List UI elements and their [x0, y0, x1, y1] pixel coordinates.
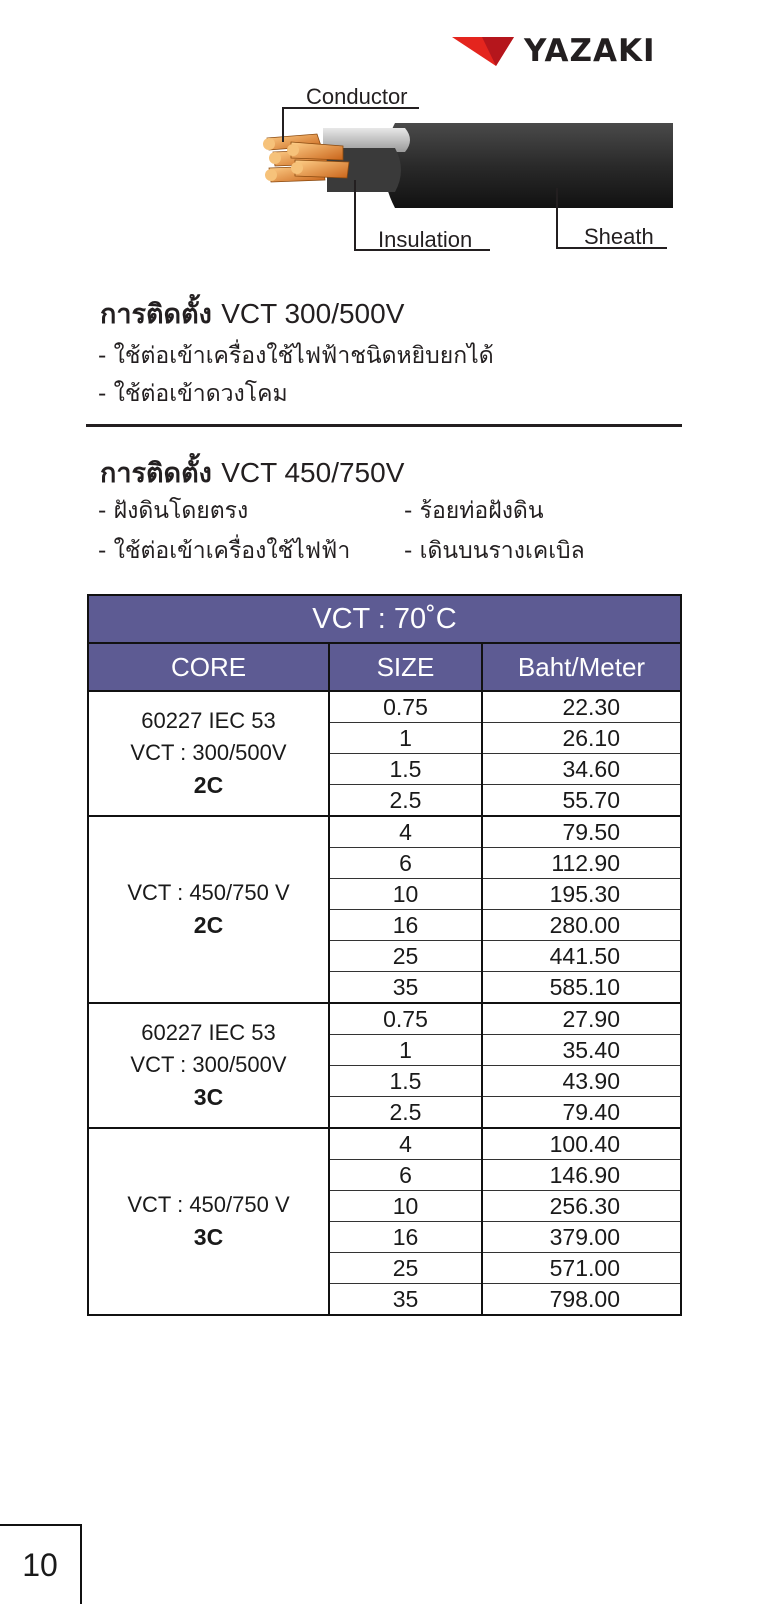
price-cell: 571.00: [482, 1253, 681, 1284]
price-table: [87, 594, 682, 1316]
core-line: 60227 IEC 53: [141, 708, 276, 733]
size-cell: 1.5: [329, 754, 482, 785]
size-cell: 6: [329, 848, 482, 879]
price-cell: 280.00: [482, 910, 681, 941]
size-cell: 16: [329, 1222, 482, 1253]
size-cell: 1: [329, 723, 482, 754]
size-cell: 0.75: [329, 691, 482, 723]
core-count: 3C: [193, 1224, 224, 1250]
section2-title-en: VCT 450/750V: [221, 457, 405, 488]
price-cell: 256.30: [482, 1191, 681, 1222]
price-cell: 100.40: [482, 1128, 681, 1160]
section2-title-th: การติดตั้ง: [100, 458, 212, 489]
size-cell: 2.5: [329, 785, 482, 817]
core-line: VCT : 300/500V: [130, 740, 287, 765]
price-cell: 35.40: [482, 1035, 681, 1066]
core-line: VCT : 300/500V: [130, 1052, 287, 1077]
price-cell: 34.60: [482, 754, 681, 785]
size-cell: 16: [329, 910, 482, 941]
section2-item-right: - ร้อยท่อฝังดิน: [404, 498, 544, 524]
section2-item-left: - ฝังดินโดยตรง: [98, 498, 249, 524]
page-number: 10: [0, 1524, 82, 1604]
section2-item-left: - ใช้ต่อเข้าเครื่องใช้ไฟฟ้า: [98, 538, 351, 564]
size-cell: 4: [329, 816, 482, 848]
core-count: 2C: [193, 912, 224, 938]
core-line: VCT : 450/750 V: [127, 880, 290, 905]
core-cell: [88, 816, 329, 1003]
core-cell: [88, 691, 329, 816]
core-line: VCT : 450/750 V: [127, 1192, 290, 1217]
sheath-label: Sheath: [584, 224, 654, 249]
price-cell: 112.90: [482, 848, 681, 879]
brand-logo: [452, 34, 656, 68]
size-cell: 4: [329, 1128, 482, 1160]
size-cell: 1: [329, 1035, 482, 1066]
price-cell: 43.90: [482, 1066, 681, 1097]
price-cell: 79.40: [482, 1097, 681, 1129]
price-cell: 22.30: [482, 691, 681, 723]
size-cell: 0.75: [329, 1003, 482, 1035]
conductor-label: Conductor: [306, 84, 408, 109]
size-cell: 1.5: [329, 1066, 482, 1097]
price-cell: 79.50: [482, 816, 681, 848]
size-cell: 25: [329, 1253, 482, 1284]
col-header-core: CORE: [88, 643, 329, 691]
core-cell: [88, 1128, 329, 1315]
section2-title: [100, 451, 404, 494]
price-cell: 798.00: [482, 1284, 681, 1316]
col-header-price: Baht/Meter: [482, 643, 681, 691]
size-cell: 10: [329, 879, 482, 910]
table-row: [88, 816, 681, 848]
core-count: 3C: [193, 1084, 224, 1110]
price-cell: 27.90: [482, 1003, 681, 1035]
section1-item: - ใช้ต่อเข้าเครื่องใช้ไฟฟ้าชนิดหยิบยกได้: [98, 343, 494, 369]
insulation-label: Insulation: [378, 227, 473, 252]
price-cell: 585.10: [482, 972, 681, 1004]
price-cell: 55.70: [482, 785, 681, 817]
size-cell: 10: [329, 1191, 482, 1222]
col-header-size: SIZE: [329, 643, 482, 691]
price-cell: 441.50: [482, 941, 681, 972]
size-cell: 35: [329, 1284, 482, 1316]
core-count: 2C: [193, 772, 224, 798]
size-cell: 6: [329, 1160, 482, 1191]
size-cell: 35: [329, 972, 482, 1004]
section1-title: [100, 292, 404, 335]
table-row: [88, 691, 681, 723]
price-cell: 195.30: [482, 879, 681, 910]
section1-item: - ใช้ต่อเข้าดวงโคม: [98, 381, 288, 407]
section2-item-right: - เดินบนรางเคเบิล: [404, 538, 585, 564]
core-cell: [88, 1003, 329, 1128]
price-cell: 26.10: [482, 723, 681, 754]
table-title: VCT : 70˚C: [88, 595, 681, 643]
price-cell: 146.90: [482, 1160, 681, 1191]
table-row: [88, 1003, 681, 1035]
table-row: [88, 1128, 681, 1160]
size-cell: 2.5: [329, 1097, 482, 1129]
table-body: [88, 691, 681, 1315]
section1-title-en: VCT 300/500V: [221, 298, 405, 329]
brand-name: YAZAKI: [524, 33, 656, 69]
section1-title-th: การติดตั้ง: [100, 299, 212, 330]
yazaki-logo-mark-icon: [452, 34, 518, 68]
core-line: 60227 IEC 53: [141, 1020, 276, 1045]
price-cell: 379.00: [482, 1222, 681, 1253]
size-cell: 25: [329, 941, 482, 972]
section-divider: [86, 424, 682, 427]
